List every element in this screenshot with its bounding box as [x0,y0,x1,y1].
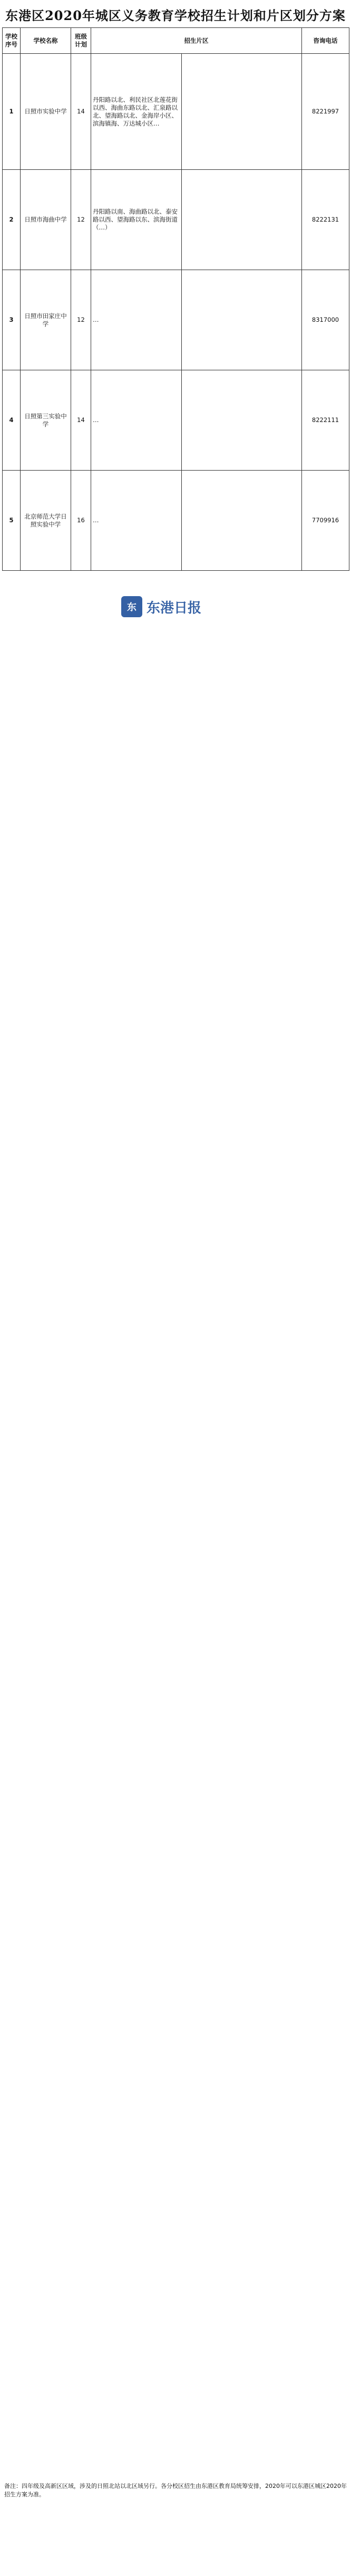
row-index: 4 [3,370,21,471]
row-area: 丹阳路以南、海曲路以北、泰安路以西、望海路以东、滨海街道（…） [91,170,182,270]
row-plan: 12 [71,270,91,370]
row-school: 日照市田家庄中学 [21,270,71,370]
row-plan: 12 [71,170,91,270]
row-area: 丹阳路以北、利民社区北莲花街以西、海曲东路以北、汇泉路以北、望海路以北、金海岸小区、滨海镇海、万达城小区… [91,54,182,170]
row-school: 日照第三实验中学 [21,370,71,471]
row-index: 5 [3,471,21,571]
header-school: 学校名称 [21,28,71,54]
row-area: … [91,270,182,370]
table-wrap [2,27,349,571]
zoning-table [2,27,349,571]
row-school: 日照市海曲中学 [21,170,71,270]
logo-icon: 东 [121,596,142,617]
row-plan: 16 [71,471,91,571]
row-area-extra [182,170,302,270]
row-index: 1 [3,54,21,170]
table-row [3,54,349,170]
header-plan: 班级计划 [71,28,91,54]
header-index: 学校序号 [3,28,21,54]
table-row [3,370,349,471]
table-row [3,270,349,370]
row-area-extra [182,270,302,370]
header-area: 招生片区 [91,28,302,54]
row-area: … [91,370,182,471]
row-school: 日照市实验中学 [21,54,71,170]
watermark [121,591,216,623]
row-index: 3 [3,270,21,370]
footnote: 备注：四年级及高新区区域，涉及的日照北站以北区域另行。各分校区招生由东港区教育局统筹安排，2020年可以东港区城区2020年招生方案为准。 [4,2483,347,2498]
row-phone: 7709916 [302,471,349,571]
row-area-extra [182,471,302,571]
row-phone: 8222111 [302,370,349,471]
row-phone: 8317000 [302,270,349,370]
row-phone: 8221997 [302,54,349,170]
row-area: … [91,471,182,571]
row-school: 北京师范大学日照实验中学 [21,471,71,571]
row-index: 2 [3,170,21,270]
row-area-extra [182,54,302,170]
row-phone: 8222131 [302,170,349,270]
row-plan: 14 [71,54,91,170]
logo-text: 东港日报 [147,600,202,616]
table-header-row [3,28,349,54]
row-plan: 14 [71,370,91,471]
table-row [3,170,349,270]
page-title: 东港区2020年城区义务教育学校招生计划和片区划分方案 [5,8,346,23]
table-row [3,471,349,571]
row-area-extra [182,370,302,471]
header-phone: 咨询电话 [302,28,349,54]
